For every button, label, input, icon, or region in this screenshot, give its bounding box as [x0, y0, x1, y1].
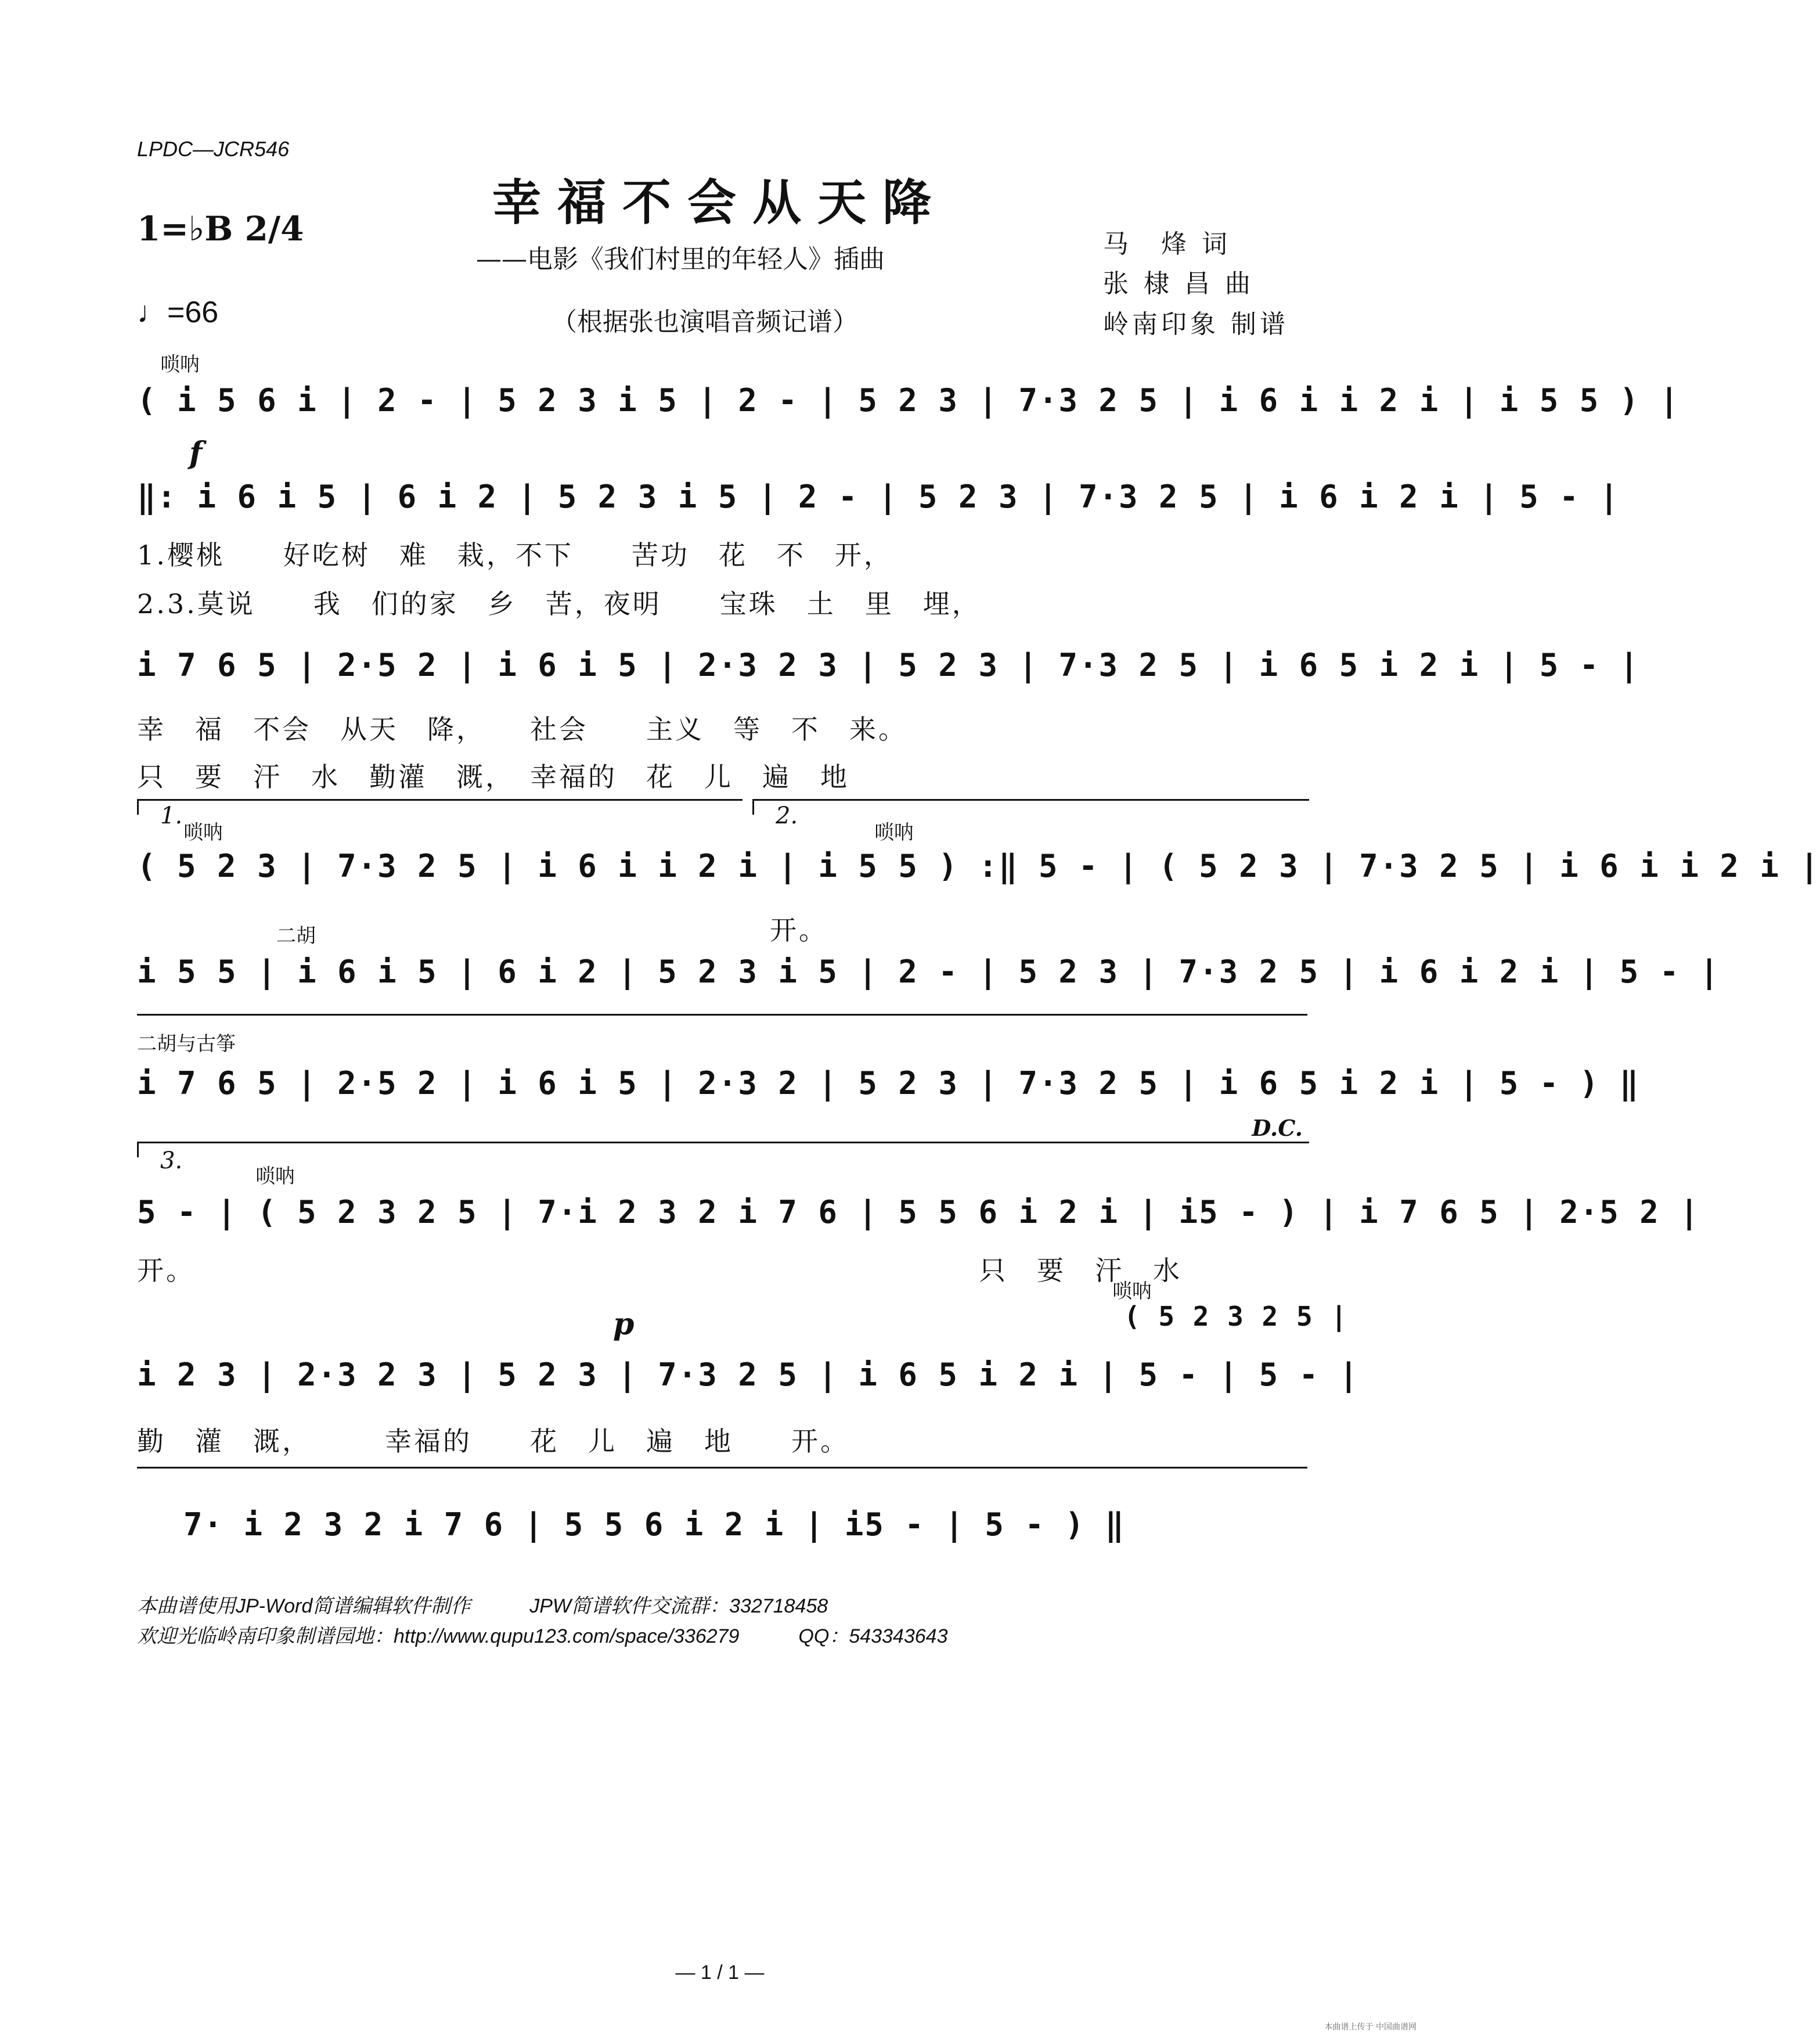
notation-row — [137, 470, 1620, 523]
ending-label-3: 3. — [160, 1147, 183, 1174]
page-number: — 1 / 1 — — [675, 1962, 765, 1984]
instrument-label: 唢呐 — [183, 822, 223, 844]
notation-text: 5 - | ( 5 2 3 2 5 | 7·i 2 3 2 i 7 6 | 5 5 6 i 2 i | i5 - ) | i 7 6 5 | 2·5 2 | — [137, 1194, 1700, 1230]
system-outro — [137, 1487, 1307, 1562]
lyricist-credit: 马 烽 词 — [1103, 229, 1231, 259]
notation-row — [137, 840, 1820, 892]
transcription-note: （根据张也演唱音频记谱） — [552, 307, 858, 337]
system-divider — [137, 1467, 1307, 1469]
ending-bracket-2 — [752, 799, 1309, 815]
lyric-verse-1: 1.樱桃 好吃树 难 栽，不下 苦功 花 不 开， — [137, 539, 893, 571]
notation-row-small — [1124, 1293, 1349, 1345]
system-verse-b — [137, 639, 1640, 801]
tempo-marking: ♩=66 — [137, 296, 219, 329]
footer-line-1: 本曲谱使用JP-Word简谱编辑软件制作 JPW简谱软件交流群：332718458 — [137, 1595, 828, 1617]
system-final — [137, 1275, 1360, 1473]
system-verse-a — [137, 436, 1620, 621]
key-signature: 1=♭B 2/4 — [137, 209, 304, 249]
instrument-label: 二胡 — [276, 925, 316, 947]
notation-text: ‖: i 6 i 5 | 6 i 2 | 5 2 3 i 5 | 2 - | 5 2 3 | 7·3 2 5 | i 6 i 2 i | 5 - | — [137, 478, 1620, 515]
composer-credit: 张 棣 昌 曲 — [1103, 269, 1254, 298]
instrument-label: 唢呐 — [874, 822, 914, 844]
lyric-final: 勤 灌 溉， 幸福的 花 儿 遍 地 开。 — [137, 1426, 849, 1457]
score-code: LPDC—JCR546 — [137, 137, 290, 161]
subtitle: ——电影《我们村里的年轻人》插曲 — [476, 244, 885, 274]
notation-text: i 7 6 5 | 2·5 2 | i 6 i 5 | 2·3 2 3 | 5 2 3 | 7·3 2 5 | i 6 5 i 2 i | 5 - | — [137, 647, 1640, 683]
lyric-verse-2: 2.3.莫说 我 们的家 乡 苦，夜明 宝珠 土 里 埋， — [137, 588, 981, 620]
notation-row — [137, 1057, 1640, 1109]
system-erhu-guzheng — [137, 1025, 1640, 1142]
dynamic-forte: f — [189, 436, 203, 471]
lyric-ending-3-b: 只 要 汗 水 — [979, 1255, 1182, 1286]
instrument-label: 二胡与古筝 — [137, 1033, 236, 1055]
ending-bracket-1 — [137, 799, 743, 815]
notation-text: ( i 5 6 i | 2 - | 5 2 3 i 5 | 2 - | 5 2 3 | 7·3 2 5 | i 6 i i 2 i | i 5 5 ) | — [137, 382, 1680, 419]
notation-row — [137, 639, 1640, 691]
ending-label-1: 1. — [160, 802, 183, 829]
lyric-verse-2: 只 要 汗 水 勤灌 溉， 幸福的 花 儿 遍 地 — [137, 761, 849, 793]
lyric-ending-2: 开。 — [770, 915, 828, 946]
notation-text: i 2 3 | 2·3 2 3 | 5 2 3 | 7·3 2 5 | i 6 5 i 2 i | 5 - | 5 - | — [137, 1356, 1360, 1393]
ending-label-2: 2. — [776, 802, 798, 829]
instrument-label: 唢呐 — [1112, 1280, 1152, 1302]
notation-row — [137, 945, 1720, 998]
instrument-label: 唢呐 — [160, 354, 200, 376]
notation-row — [137, 1348, 1360, 1401]
footer-line-2: 欢迎光临岭南印象制谱园地：http://www.qupu123.com/space/336279 QQ：543343643 — [137, 1625, 948, 1647]
page-title: 幸福不会从天降 — [492, 174, 947, 231]
notation-row — [137, 1186, 1700, 1238]
notation-text: 7· i 2 3 2 i 7 6 | 5 5 6 i 2 i | i5 - | 5 - ) ‖ — [183, 1506, 1126, 1543]
arranger-credit: 岭南印象 制谱 — [1103, 309, 1289, 339]
lyric-verse-1: 幸 福 不会 从天 降， 社会 主义 等 不 来。 — [137, 714, 907, 745]
notation-text: i 7 6 5 | 2·5 2 | i 6 i 5 | 2·3 2 | 5 2 3 | 7·3 2 5 | i 6 5 i 2 i | 5 - ) ‖ — [137, 1065, 1640, 1102]
notation-text: ( 5 2 3 2 5 | — [1124, 1301, 1349, 1332]
ending-bracket-3 — [137, 1142, 1309, 1157]
notation-row — [183, 1498, 1307, 1550]
system-intro — [137, 348, 1680, 424]
system-divider — [137, 1014, 1307, 1016]
da-capo-marking: D.C. — [1252, 1115, 1303, 1141]
system-erhu — [137, 920, 1720, 1007]
notation-text: ( 5 2 3 | 7·3 2 5 | i 6 i i 2 i | i 5 5 ) :‖ 5 - | ( 5 2 3 | 7·3 2 5 | i 6 i i 2 i | — [137, 848, 1820, 884]
notation-text: i 5 5 | i 6 i 5 | 6 i 2 | 5 2 3 i 5 | 2 - | 5 2 3 | 7·3 2 5 | i 6 i 2 i | 5 - | — [137, 953, 1720, 990]
instrument-label: 唢呐 — [255, 1165, 295, 1187]
lyric-ending-3: 开。 — [137, 1255, 195, 1286]
notation-row — [137, 374, 1680, 426]
dynamic-piano: p — [613, 1307, 635, 1342]
site-watermark: 本曲谱上传于 中国曲谱网 — [1324, 2022, 1417, 2032]
